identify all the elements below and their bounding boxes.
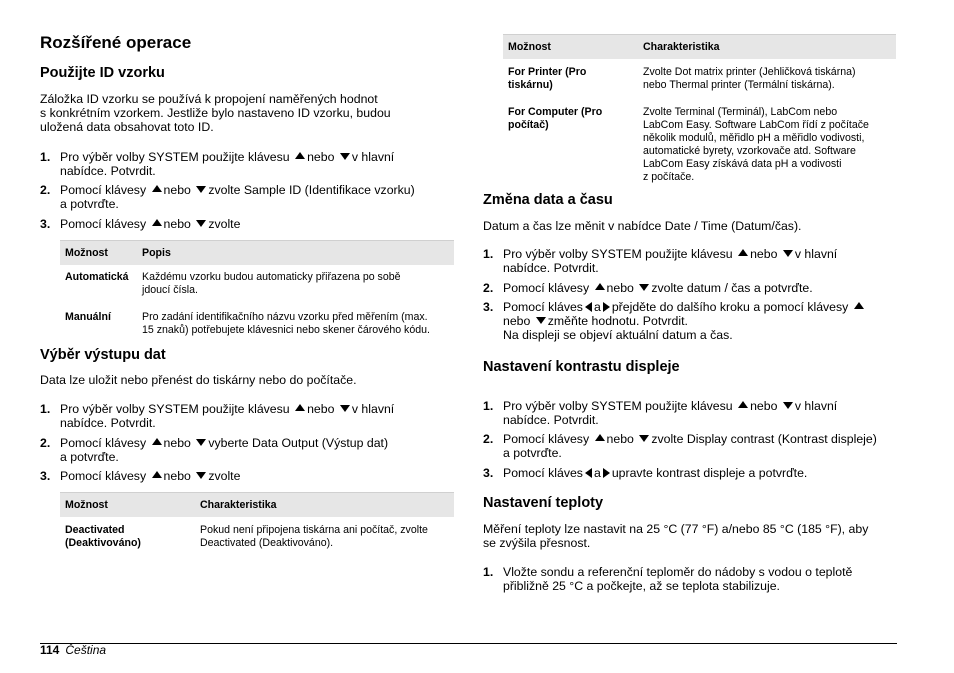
page-footer: [40, 643, 106, 657]
table-row: Automatická Každému vzorku budou automaticky přiřazena po sobě jdoucí čísla.: [65, 271, 401, 296]
data-output-options-table-continued: [503, 34, 896, 188]
sample-id-options-table: [60, 240, 454, 341]
section-heading-sample-id: Použijte ID vzorku: [40, 65, 165, 81]
table-header: Charakteristika: [195, 493, 454, 518]
footer-divider: [40, 643, 897, 644]
down-arrow-key-icon: [340, 405, 350, 412]
down-arrow-key-icon: [536, 317, 546, 324]
down-arrow-key-icon: [196, 220, 206, 227]
down-arrow-key-icon: [783, 402, 793, 409]
up-arrow-key-icon: [295, 404, 305, 411]
data-output-intro: Data lze uložit nebo přenést do tiskárny nebo do počítače.: [40, 373, 357, 387]
table-header: Popis: [137, 241, 454, 266]
up-arrow-key-icon: [595, 434, 605, 441]
right-arrow-key-icon: [603, 468, 610, 478]
up-arrow-key-icon: [738, 401, 748, 408]
sample-id-intro: Záložka ID vzorku se používá k propojení naměřených hodnot s konkrétním vzorkem. Jestliže bylo nastaveno ID vzorku, budou uložená data obsahovat toto ID.: [40, 92, 391, 134]
up-arrow-key-icon: [738, 249, 748, 256]
footer-language: Čeština: [65, 643, 107, 657]
section-heading-data-output: Výběr výstupu dat: [40, 347, 166, 363]
up-arrow-key-icon: [854, 302, 864, 309]
page-number: 114: [40, 643, 60, 657]
up-arrow-key-icon: [152, 471, 162, 478]
temperature-intro: Měření teploty lze nastavit na 25 °C (77 °F) a/nebo 85 °C (185 °F), aby se zvýšila přesnost.: [483, 522, 869, 550]
table-header: Možnost: [60, 493, 195, 518]
section-heading-temperature: Nastavení teploty: [483, 495, 604, 511]
table-row: For Printer (Pro tiskárnu) Zvolte Dot matrix printer (Jehličková tiskárna) nebo Thermal printer (Termální tiskárna).: [508, 66, 856, 91]
down-arrow-key-icon: [340, 153, 350, 160]
up-arrow-key-icon: [152, 438, 162, 445]
up-arrow-key-icon: [595, 283, 605, 290]
up-arrow-key-icon: [152, 219, 162, 226]
up-arrow-key-icon: [152, 185, 162, 192]
section-heading-display-contrast: Nastavení kontrastu displeje: [483, 359, 680, 375]
down-arrow-key-icon: [196, 186, 206, 193]
table-row: Deactivated (Deaktivováno) Pokud není připojena tiskárna ani počítač, zvolte Deactivated (Deaktivováno).: [65, 524, 428, 549]
table-row: For Computer (Pro počítač) Zvolte Terminal (Terminál), LabCom nebo LabCom Easy. Software LabCom řídí z počítače několik modulů, měřidlo pH a měřidlo vodivosti, automatické byrety, vzorkovače atd. Software LabCom Easy získává data pH a vodivosti z počítače.: [508, 106, 869, 183]
table-header: Charakteristika: [638, 35, 896, 60]
down-arrow-key-icon: [196, 439, 206, 446]
data-output-options-table: [60, 492, 454, 554]
up-arrow-key-icon: [295, 152, 305, 159]
down-arrow-key-icon: [639, 435, 649, 442]
table-row: Manuální Pro zadání identifikačního názvu vzorku před měřením (max. 15 znaků) potřebujete klávesnici nebo skener čárového kódu.: [65, 311, 430, 336]
down-arrow-key-icon: [196, 472, 206, 479]
left-arrow-key-icon: [585, 302, 592, 312]
down-arrow-key-icon: [639, 284, 649, 291]
page-title: Rozšířené operace: [40, 33, 192, 52]
left-arrow-key-icon: [585, 468, 592, 478]
section-heading-date-time: Změna data a času: [483, 192, 613, 208]
right-arrow-key-icon: [603, 302, 610, 312]
date-time-intro: Datum a čas lze měnit v nabídce Date / Time (Datum/čas).: [483, 219, 802, 233]
down-arrow-key-icon: [783, 250, 793, 257]
table-header: Možnost: [60, 241, 137, 266]
table-header: Možnost: [503, 35, 638, 60]
